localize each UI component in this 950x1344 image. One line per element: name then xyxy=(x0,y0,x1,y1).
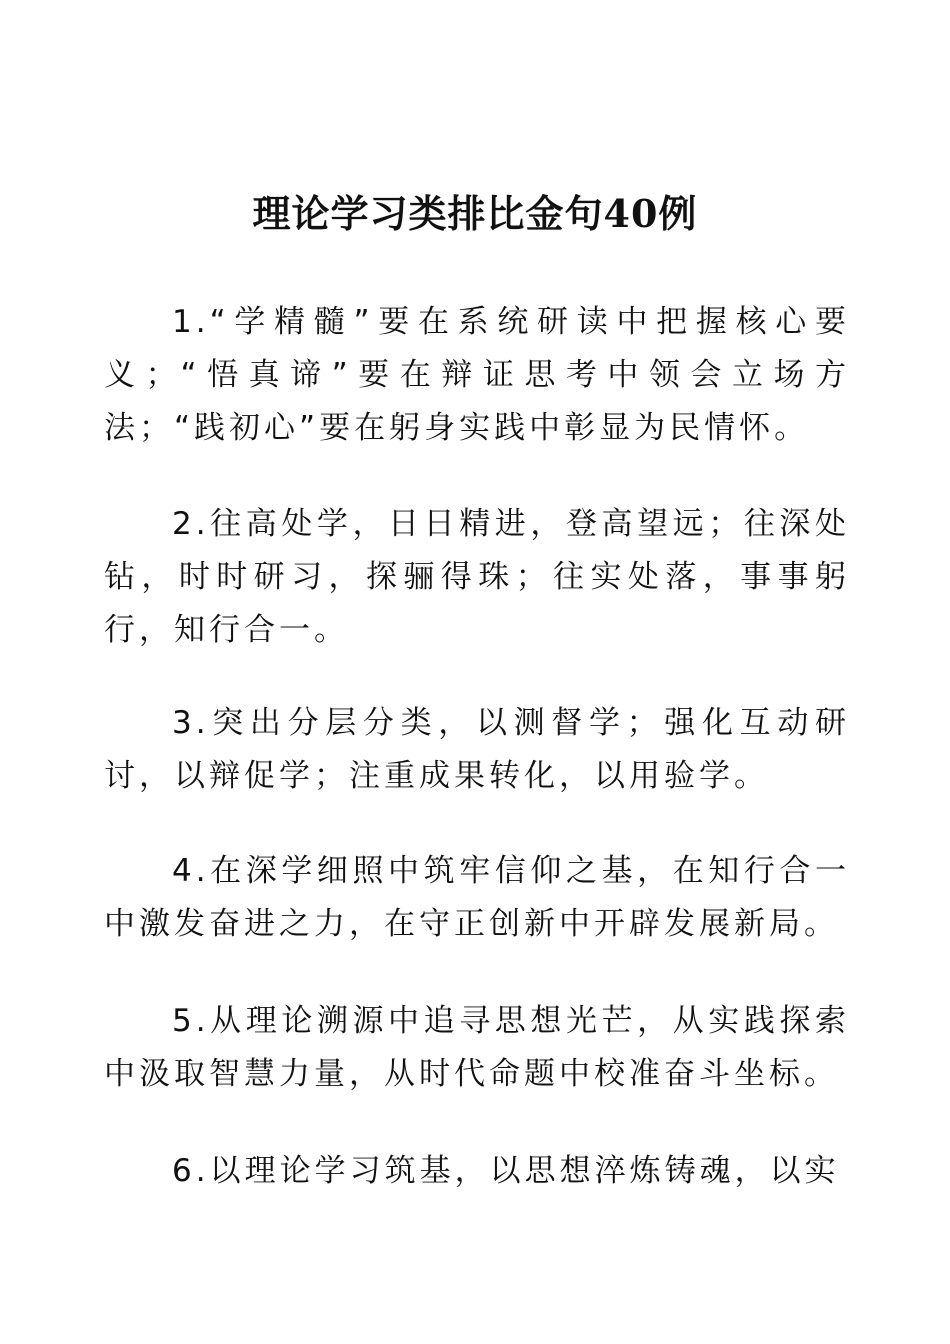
paragraph-4: 4.在深学细照中筑牢信仰之基，在知行合一中激发奋进之力，在守正创新中开辟发展新局。 xyxy=(104,853,850,942)
paragraph-2: 2.往高处学，日日精进，登高望远；往深处钻，时时研习，探骊得珠；往实处落，事事躬行，知行合一。 xyxy=(104,506,850,648)
paragraph-1: 1.“学精髓”要在系统研读中把握核心要义；“悟真谛”要在辩证思考中领会立场方法；“践初心”要在躬身实践中彰显为民情怀。 xyxy=(104,304,850,446)
document-title: 理论学习类排比金句40例 xyxy=(252,191,698,236)
paragraph-6: 6.以理论学习筑基，以思想淬炼铸魂，以实 xyxy=(172,1153,840,1189)
paragraph-5: 5.从理论溯源中追寻思想光芒，从实践探索中汲取智慧力量，从时代命题中校准奋斗坐标。 xyxy=(104,1003,850,1092)
paragraph-3: 3.突出分层分类，以测督学；强化互动研讨，以辩促学；注重成果转化，以用验学。 xyxy=(104,705,850,794)
